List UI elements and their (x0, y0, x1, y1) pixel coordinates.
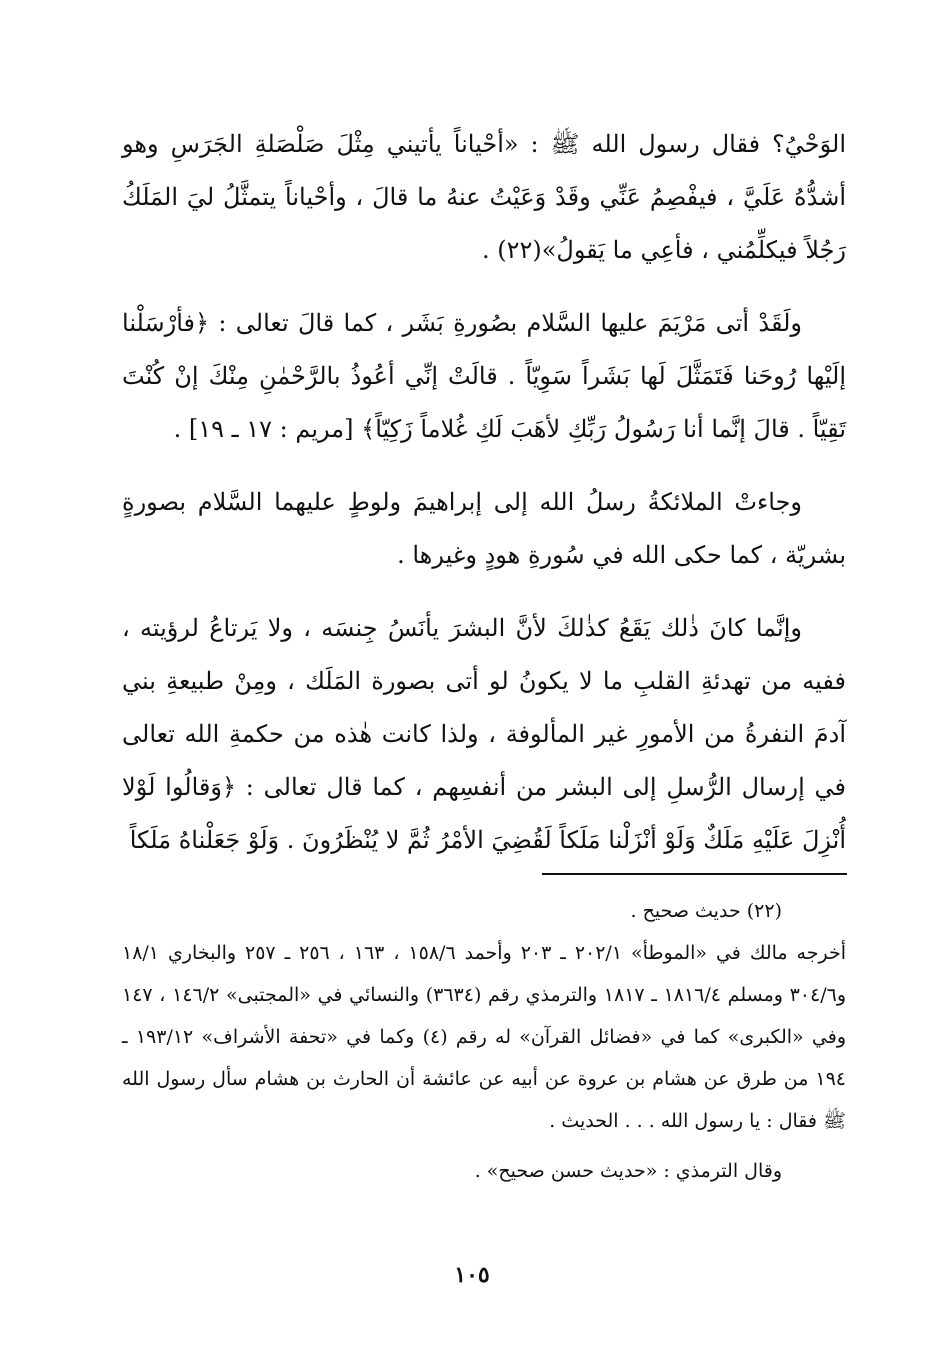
main-text (122, 118, 846, 887)
paragraph-maryam: ولَقَدْ أتى مَرْيَمَ عليها السَّلام بصُورةِ بَشَر ، كما قالَ تعالى : ﴿فأرْسَلْنا إلَيْها رُوحَنا فَتَمَثَّلَ لَها بَشَراً سَوِيّاً . قالَتْ إنِّي أعُوذُ بالرَّحْمٰنِ مِنْكَ إنْ كُنْتَ تَقِيّاً . قالَ إنَّما أنا رَسُولُ رَبِّكِ لأهَبَ لَكِ غُلاماً زَكِيّاً﴾ [مريم : ١٧ ـ ١٩] . (122, 309, 846, 443)
footnote-divider (542, 873, 847, 875)
footnotes (122, 890, 846, 1192)
footnote-spacer (122, 1142, 846, 1150)
footnote-number-line: (٢٢) حديث صحيح . (630, 900, 782, 922)
paragraph-revelation-hadith: الوَحْيُ؟ فقال رسول الله ﷺ : «أحْياناً يأتيني مِثْلَ صَلْصَلةِ الجَرَسِ وهو أشدُّهُ عَلَيَّ ، فيفْصِمُ عَنِّي وقَدْ وَعَيْتُ عنهُ ما قالَ ، وأحْياناً يتمثَّلُ ليَ المَلَكُ رَجُلاً فيكلِّمُني ، فأعِي ما يَقولُ»(٢٢) . (122, 130, 846, 264)
footnote-tirmidhi-line: وقال الترمذي : «حديث حسن صحيح» . (474, 1160, 782, 1182)
paragraph-wisdom: وإنَّما كانَ ذٰلك يَقَعُ كذٰلكَ لأنَّ البشرَ يأنَسُ جِنسَه ، ولا يَرتاعُ لرؤيته ، ففيه من تهدئةِ القلبِ ما لا يكونُ لو أتى بصورة المَلَك ، ومِنْ طبيعةِ بني آدمَ النفرةُ من الأمورِ غير المألوفة ، ولذا كانت هٰذه من حكمةِ الله تعالى في إرسال الرُّسلِ إلى البشر من أنفسِهم ، كما قال تعالى : ﴿وَقالُوا لَوْلا أُنْزِلَ عَلَيْهِ مَلَكٌ وَلَوْ أنْزَلْنا مَلَكاً لَقُضِيَ الأمْرُ ثُمَّ لا يُنْظَرُونَ . وَلَوْ جَعَلْناهُ مَلَكاً (122, 614, 846, 854)
footnote-body: أخرجه مالك في «الموطأ» ٢٠٢/١ ـ ٢٠٣ وأحمد ١٥٨/٦ ، ١٦٣ ، ٢٥٦ ـ ٢٥٧ والبخاري ١٨/١ و٣٠٤/٦ ومسلم ١٨١٦/٤ ـ ١٨١٧ والترمذي رقم (٣٦٣٤) والنسائي في «المجتبى» ١٤٦/٢ ، ١٤٧ وفي «الكبرى» كما في «فضائل القرآن» له رقم (٤) وكما في «تحفة الأشراف» ١٩٣/١٢ ـ ١٩٤ من طرق عن هشام بن عروة عن أبيه عن عائشة أن الحارث بن هشام سأل رسول الله ﷺ فقال : يا رسول الله . . . الحديث . (122, 942, 847, 1132)
page-number: ١٠٥ (454, 1262, 490, 1288)
paragraph-angels-ibrahim-lut: وجاءتْ الملائكةُ رسلُ الله إلى إبراهيمَ ولوطٍ عليهما السَّلام بصورةٍ بشريّة ، كما حكى الله في سُورةِ هودٍ وغيرها . (122, 488, 846, 569)
